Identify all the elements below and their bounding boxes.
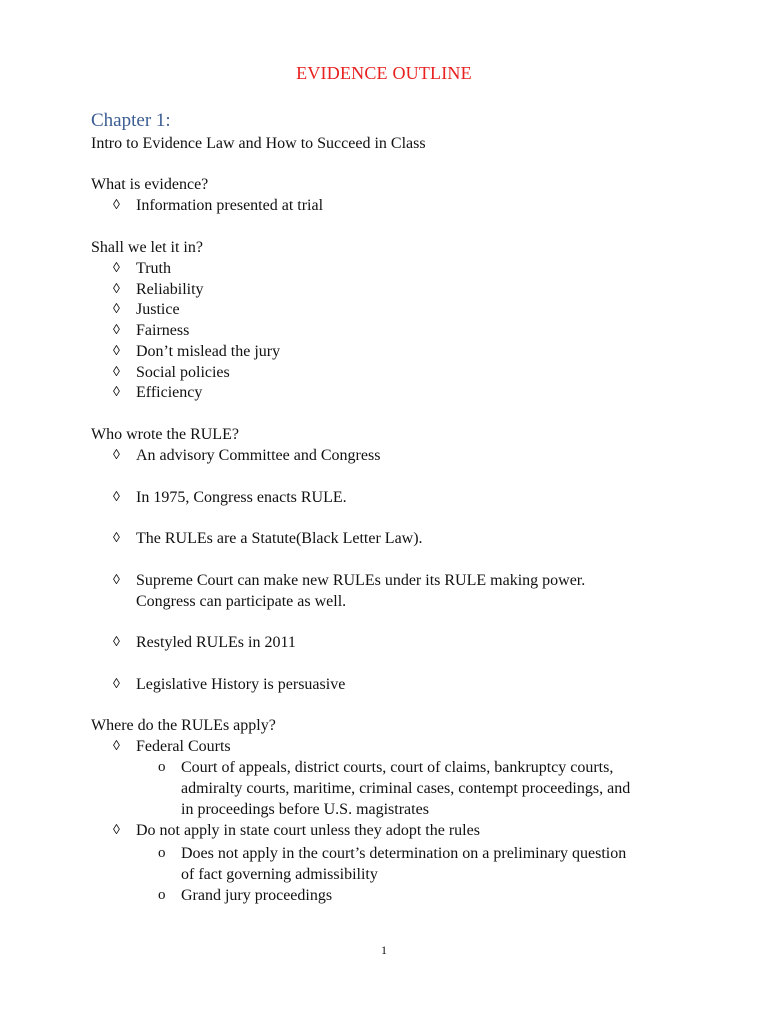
diamond-bullet-icon: ◊ (113, 677, 120, 692)
diamond-bullet-icon: ◊ (113, 344, 120, 359)
page-number: 1 (381, 943, 387, 957)
diamond-bullet-icon: ◊ (113, 739, 120, 754)
section-heading-let-it-in: Shall we let it in? (91, 239, 203, 256)
list-item: Do not apply in state court unless they adopt the rules (136, 822, 480, 839)
diamond-bullet-icon: ◊ (113, 635, 120, 650)
sub-list-item: Does not apply in the court’s determination on a preliminary question (181, 845, 627, 862)
chapter-heading: Chapter 1: (91, 110, 171, 131)
diamond-bullet-icon: ◊ (113, 823, 120, 838)
list-item: Legislative History is persuasive (136, 676, 346, 693)
list-item: Truth (136, 260, 171, 277)
diamond-bullet-icon: ◊ (113, 573, 120, 588)
list-item: Information presented at trial (136, 197, 324, 214)
list-item: Reliability (136, 281, 204, 298)
diamond-bullet-icon: ◊ (113, 448, 120, 463)
list-item: Supreme Court can make new RULEs under its RULE making power. (136, 572, 586, 589)
diamond-bullet-icon: ◊ (113, 261, 120, 276)
diamond-bullet-icon: ◊ (113, 531, 120, 546)
circle-bullet-icon: o (158, 759, 166, 775)
diamond-bullet-icon: ◊ (113, 302, 120, 317)
list-item: An advisory Committee and Congress (136, 447, 381, 464)
diamond-bullet-icon: ◊ (113, 490, 120, 505)
list-item-continuation: Congress can participate as well. (136, 593, 347, 610)
list-item: Justice (136, 301, 180, 318)
diamond-bullet-icon: ◊ (113, 323, 120, 338)
sub-list-item-continuation: of fact governing admissibility (181, 866, 378, 883)
section-heading-what-is-evidence: What is evidence? (91, 176, 209, 193)
circle-bullet-icon: o (158, 845, 166, 861)
sub-list-item-continuation: admiralty courts, maritime, criminal cases, contempt proceedings, and (181, 780, 631, 797)
list-item: In 1975, Congress enacts RULE. (136, 489, 347, 506)
list-item: Don’t mislead the jury (136, 343, 281, 360)
sub-list-item: Grand jury proceedings (181, 887, 333, 904)
diamond-bullet-icon: ◊ (113, 282, 120, 297)
list-item: Efficiency (136, 384, 203, 401)
diamond-bullet-icon: ◊ (113, 385, 120, 400)
section-heading-who-wrote: Who wrote the RULE? (91, 426, 239, 443)
sub-list-item: Court of appeals, district courts, court of claims, bankruptcy courts, (181, 759, 614, 776)
sub-list-item-continuation: in proceedings before U.S. magistrates (181, 801, 429, 818)
list-item: Federal Courts (136, 738, 231, 755)
document-title: EVIDENCE OUTLINE (296, 63, 472, 83)
list-item: The RULEs are a Statute(Black Letter Law). (136, 530, 423, 547)
list-item: Fairness (136, 322, 190, 339)
section-heading-where-apply: Where do the RULEs apply? (91, 717, 276, 734)
diamond-bullet-icon: ◊ (113, 198, 120, 213)
list-item: Restyled RULEs in 2011 (136, 634, 296, 651)
list-item: Social policies (136, 364, 230, 381)
circle-bullet-icon: o (158, 887, 166, 903)
chapter-subtitle: Intro to Evidence Law and How to Succeed in Class (91, 135, 426, 152)
diamond-bullet-icon: ◊ (113, 365, 120, 380)
